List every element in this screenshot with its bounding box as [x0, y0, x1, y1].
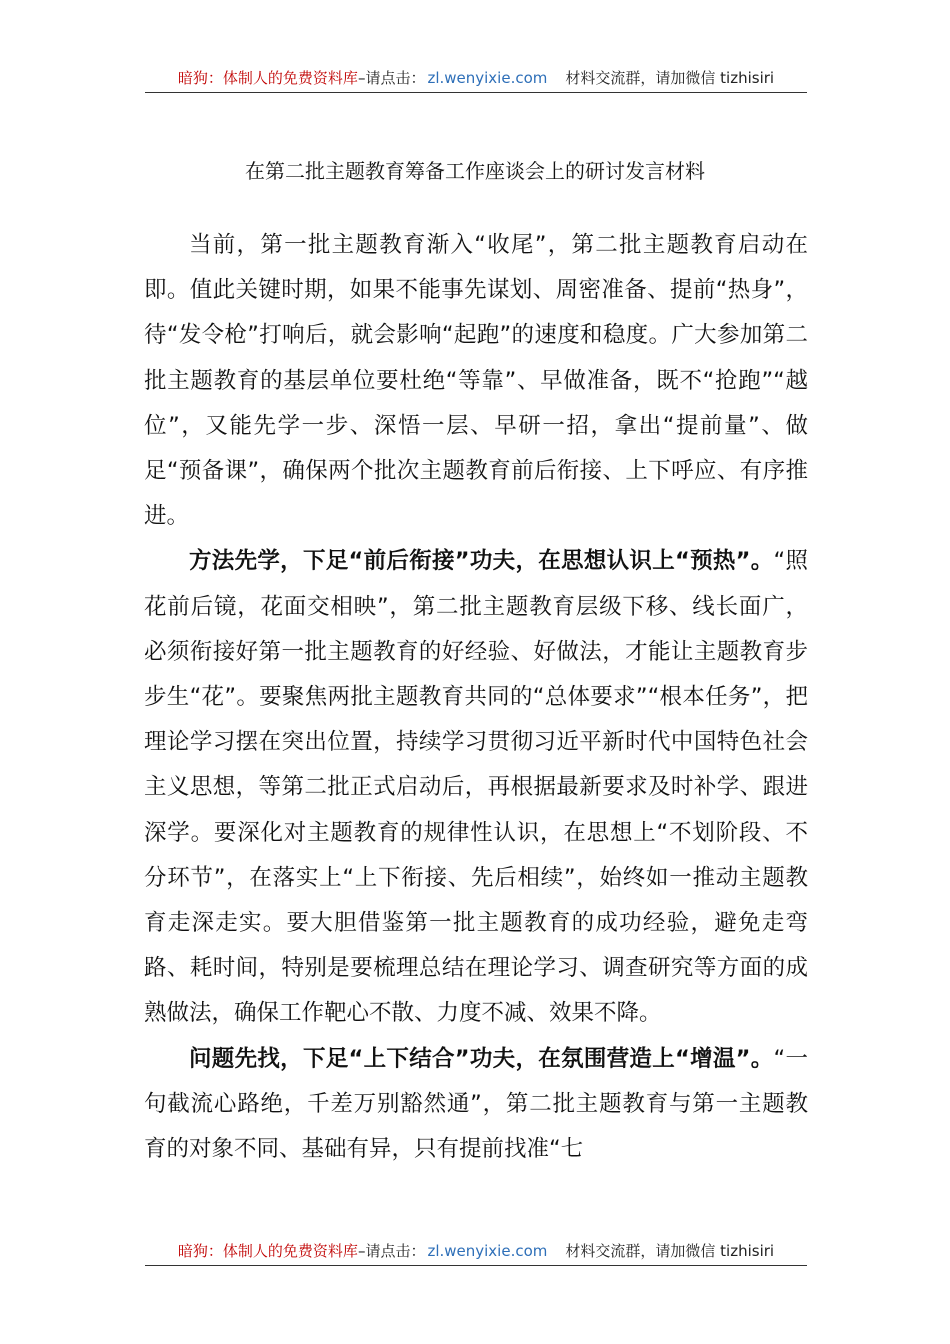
footer-divider [145, 1265, 807, 1266]
footer-contact: 材料交流群，请加微信 tizhisiri [565, 1242, 775, 1260]
section2-heading: 问题先找，下足“上下结合”功夫，在氛围营造上“增温”。 [189, 1045, 774, 1072]
document-title: 在第二批主题教育筹备工作座谈会上的研讨发言材料 [245, 159, 705, 183]
header-divider [145, 92, 807, 93]
header-brand: 暗狗：体制人的免费资料库 [177, 69, 358, 87]
header-prompt: –请点击： [357, 69, 426, 87]
footer-link[interactable]: zl.wenyixie.com [427, 1242, 548, 1260]
section1-heading: 方法先学，下足“前后衔接”功夫，在思想认识上“预热”。 [189, 548, 774, 575]
footer-brand: 暗狗：体制人的免费资料库 [177, 1242, 358, 1260]
document-body [144, 223, 808, 1172]
header-contact: 材料交流群，请加微信 tizhisiri [565, 69, 775, 87]
page-header [145, 67, 807, 89]
section1-body: “照花前后镜，花面交相映”，第二批主题教育层级下移、线长面广，必须衔接好第一批主题教育的好经验、好做法，才能让主题教育步步生“花”。要聚焦两批主题教育共同的“总体要求”“根本任务”，把理论学习摆在突出位置，持续学习贯彻习近平新时代中国特色社会主义思想，等第二批正式启动后，再根据最新要求及时补学、跟进深学。要深化对主题教育的规律性认识，在思想上“不划阶段、不分环节”，在落实上“上下衔接、先后相续”，始终如一推动主题教育走深走实。要大胆借鉴第一批主题教育的成功经验，避免走弯路、耗时间，特别是要梳理总结在理论学习、调查研究等方面的成熟做法，确保工作靶心不散、力度不减、效果不降。 [144, 548, 808, 1027]
page-footer [145, 1240, 807, 1262]
header-link[interactable]: zl.wenyixie.com [427, 69, 548, 87]
section1-paragraph [144, 539, 808, 1036]
footer-prompt: –请点击： [357, 1242, 426, 1260]
section2-paragraph [144, 1037, 808, 1173]
intro-paragraph: 当前，第一批主题教育渐入“收尾”，第二批主题教育启动在即。值此关键时期，如果不能事先谋划、周密准备、提前“热身”，待“发令枪”打响后，就会影响“起跑”的速度和稳度。广大参加第二批主题教育的基层单位要杜绝“等靠”、早做准备，既不“抢跑”“越位”，又能先学一步、深悟一层、早研一招，拿出“提前量”、做足“预备课”，确保两个批次主题教育前后衔接、上下呼应、有序推进。 [144, 232, 808, 530]
section2-body: “一句截流心路绝，千差万别豁然通”，第二批主题教育与第一主题教育的对象不同、基础有异，只有提前找准“七 [144, 1045, 808, 1163]
